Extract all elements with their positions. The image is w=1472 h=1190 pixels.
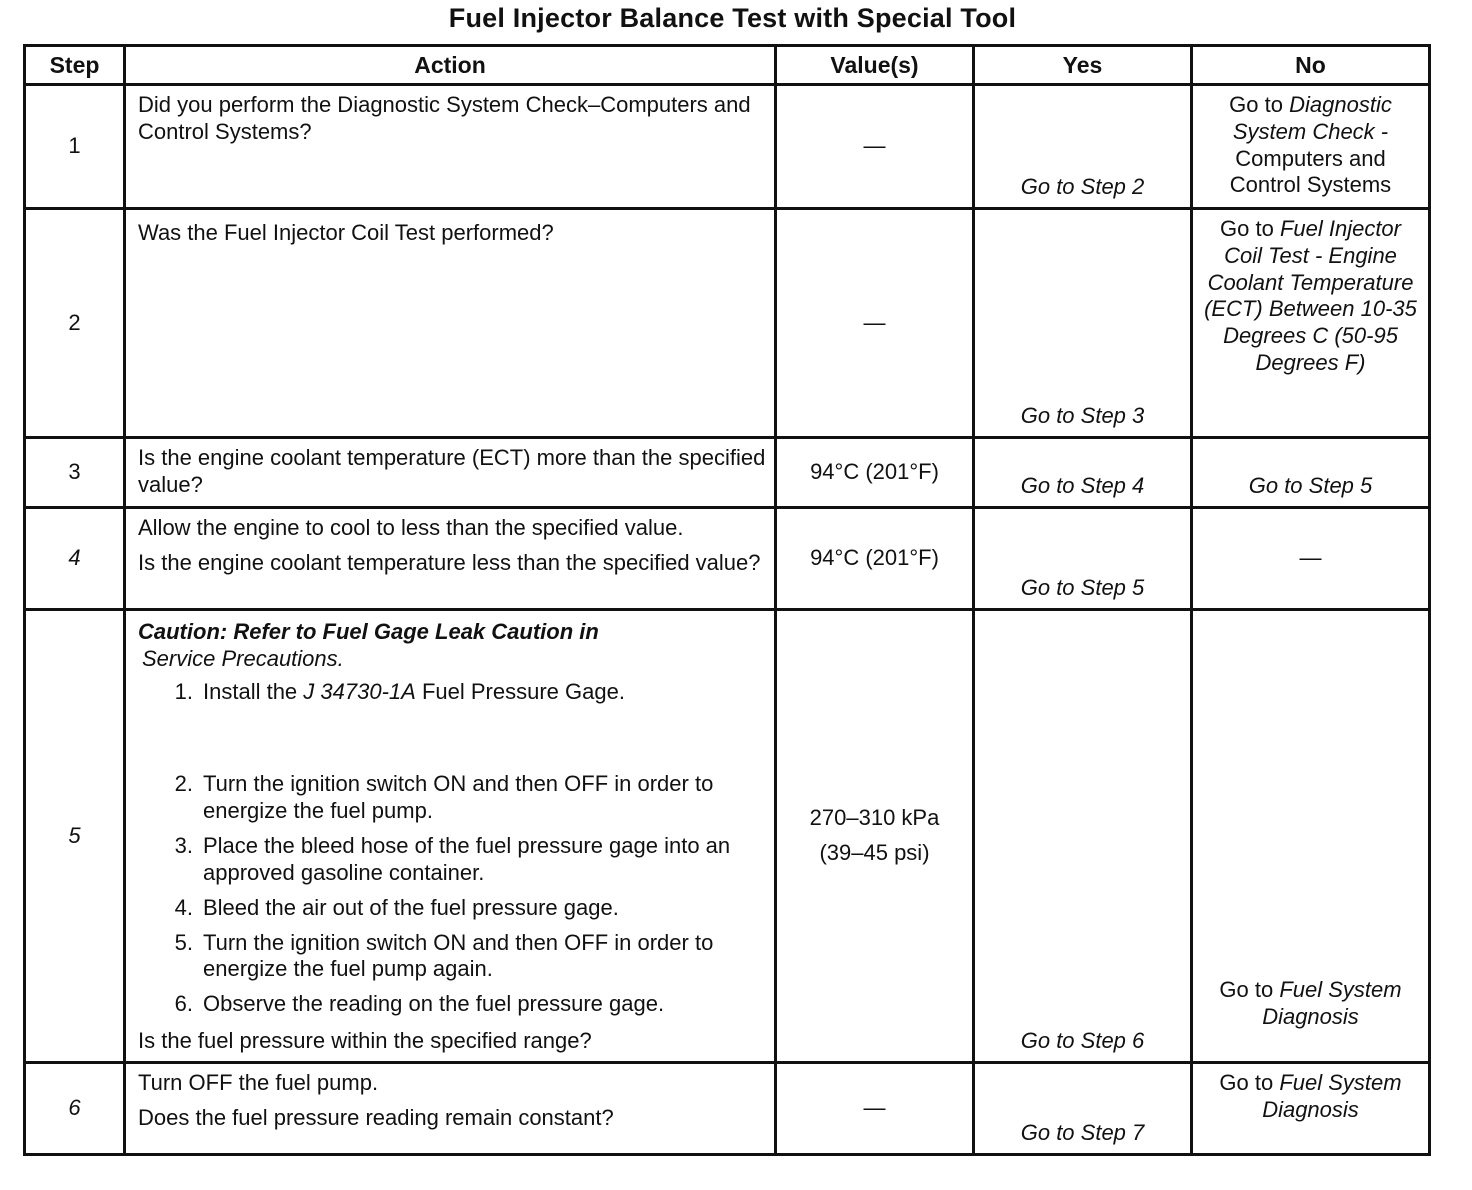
tool-number: J 34730-1A: [303, 678, 416, 704]
step-cell: [25, 1062, 125, 1154]
page-title: Fuel Injector Balance Test with Special Tool: [448, 3, 1017, 33]
list-text-pre: Install the: [203, 678, 298, 704]
table-row: [25, 209, 1430, 438]
yes-cell[interactable]: [974, 209, 1192, 438]
list-text: Place the bleed hose of the fuel pressure gage into an approved gasoline container.: [203, 833, 731, 885]
no-prefix: Go to: [1219, 977, 1274, 1003]
no-cell[interactable]: [1192, 85, 1430, 209]
list-text: [203, 679, 766, 706]
no-cell[interactable]: [1192, 438, 1430, 508]
step-cell: [25, 85, 125, 209]
action-question: Is the engine coolant temperature less than the specified value?: [138, 549, 761, 575]
action-cell: [125, 610, 776, 1063]
yes-link[interactable]: Go to Step 2: [1020, 174, 1145, 200]
step-cell: [25, 610, 125, 1063]
no-link[interactable]: Fuel System Diagnosis: [1262, 977, 1402, 1030]
step-cell: [25, 508, 125, 610]
spacer: [138, 713, 766, 763]
list-text-post: Fuel Pressure Gage.: [421, 678, 625, 704]
table-row: [25, 508, 1430, 610]
procedure-list: [138, 679, 766, 1018]
list-item: [138, 679, 766, 706]
table-row: [25, 610, 1430, 1063]
list-text: Observe the reading on the fuel pressure gage.: [203, 991, 665, 1017]
action-cell: [125, 209, 776, 438]
no-cell[interactable]: [1192, 1062, 1430, 1154]
step-number: 2: [68, 309, 81, 335]
list-item: [138, 771, 766, 825]
list-item: [138, 991, 766, 1018]
table-row: [25, 1062, 1430, 1154]
action-text: Was the Fuel Injector Coil Test performed?: [138, 220, 554, 245]
no-link[interactable]: Diagnostic System Check -: [1232, 92, 1392, 144]
step-number: 3: [68, 459, 81, 485]
header-step: Step: [25, 46, 125, 85]
action-cell: [125, 438, 776, 508]
no-cell[interactable]: [1192, 209, 1430, 438]
value-cell: 94°C (201°F): [776, 508, 974, 610]
value-cell: —: [776, 85, 974, 209]
step-cell: [25, 209, 125, 438]
no-suffix: Computers and Control Systems: [1229, 145, 1392, 198]
value-psi: (39–45 psi): [819, 839, 930, 865]
list-text: Turn the ignition switch ON and then OFF in order to energize the fuel pump.: [203, 771, 714, 824]
table-header-row: [25, 46, 1430, 85]
action-cell: [125, 85, 776, 209]
no-prefix: Go to: [1219, 1069, 1274, 1095]
yes-link[interactable]: Go to Step 7: [1020, 1120, 1145, 1146]
action-question: Is the fuel pressure within the specified range?: [138, 1028, 592, 1054]
yes-cell[interactable]: [974, 1062, 1192, 1154]
list-number: 2.: [174, 771, 193, 797]
list-number: 5.: [174, 929, 193, 955]
step-cell: [25, 438, 125, 508]
no-link[interactable]: Go to Step 5: [1248, 473, 1373, 499]
diagnostic-table: [23, 44, 1431, 1156]
header-values: Value(s): [776, 46, 974, 85]
yes-cell[interactable]: [974, 610, 1192, 1063]
step-number: 4: [68, 545, 81, 571]
value-cell: —: [776, 209, 974, 438]
header-action: Action: [125, 46, 776, 85]
header-yes: Yes: [974, 46, 1192, 85]
list-number: 1.: [174, 678, 193, 704]
header-no: No: [1192, 46, 1430, 85]
list-number: 4.: [174, 894, 193, 920]
yes-cell[interactable]: [974, 85, 1192, 209]
list-text: Bleed the air out of the fuel pressure gage.: [203, 894, 619, 920]
caution-text: Caution: Refer to Fuel Gage Leak Caution in: [138, 619, 599, 644]
list-number: 3.: [174, 833, 193, 859]
no-link[interactable]: Fuel Injector Coil Test - Engine Coolant Temperature (ECT) Between 10-35 Degrees C (50-95 Degrees F): [1204, 216, 1417, 376]
list-text: Turn the ignition switch ON and then OFF in order to energize the fuel pump again.: [203, 929, 714, 982]
no-cell: —: [1192, 508, 1430, 610]
no-cell[interactable]: [1192, 610, 1430, 1063]
action-text: Turn OFF the fuel pump.: [138, 1069, 379, 1095]
action-text: Allow the engine to cool to less than the specified value.: [138, 515, 684, 540]
list-item: [138, 895, 766, 922]
yes-link[interactable]: Go to Step 5: [1020, 575, 1145, 601]
caution-reference[interactable]: Service Precautions.: [142, 645, 344, 671]
list-number: 6.: [174, 991, 193, 1017]
no-link[interactable]: Fuel System Diagnosis: [1262, 1069, 1402, 1122]
yes-link[interactable]: Go to Step 3: [1020, 403, 1145, 429]
value-cell: [776, 610, 974, 1063]
value-cell: —: [776, 1062, 974, 1154]
value-kpa: 270–310 kPa: [809, 805, 940, 831]
yes-cell[interactable]: [974, 438, 1192, 508]
step-number: 6: [68, 1095, 81, 1121]
no-prefix: Go to: [1229, 92, 1283, 117]
step-number: 1: [68, 133, 81, 159]
action-text: Did you perform the Diagnostic System Check–Computers and Control Systems?: [138, 92, 751, 144]
value-cell: 94°C (201°F): [776, 438, 974, 508]
action-cell: [125, 508, 776, 610]
table-row: [25, 438, 1430, 508]
action-text: Is the engine coolant temperature (ECT) more than the specified value?: [138, 445, 766, 497]
list-item: [138, 833, 766, 887]
list-item: [138, 930, 766, 984]
table-row: [25, 85, 1430, 209]
step-number: 5: [68, 822, 81, 848]
action-cell: [125, 1062, 776, 1154]
yes-link[interactable]: Go to Step 4: [1020, 473, 1145, 499]
yes-cell[interactable]: [974, 508, 1192, 610]
yes-link[interactable]: Go to Step 6: [1020, 1028, 1145, 1054]
action-question: Does the fuel pressure reading remain constant?: [138, 1104, 614, 1130]
no-prefix: Go to: [1220, 216, 1274, 241]
